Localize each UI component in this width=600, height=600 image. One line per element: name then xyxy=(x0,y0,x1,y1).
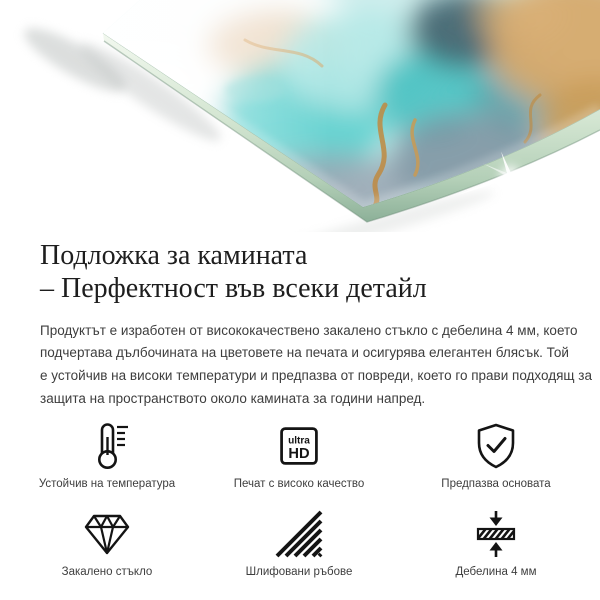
description-line: е устойчив на високи температури и предпазва от повреди, което го прави подходящ за xyxy=(40,367,592,383)
page-title-line1: Подложка за камината xyxy=(40,240,308,271)
product-photo xyxy=(0,0,600,232)
feature-thickness xyxy=(396,510,596,578)
feature-label: Устойчив на температура xyxy=(38,478,176,491)
page-title-line2: – Перфектност във всеки детайл xyxy=(40,273,427,305)
feature-protects-base xyxy=(396,422,596,490)
ultra-hd-icon-text-bottom: HD xyxy=(288,446,310,463)
thermometer-icon xyxy=(84,422,130,470)
thickness-icon xyxy=(470,509,522,559)
description-line: подчертава дълбочината на цветовете на печата и осигурява елегантен блясък. Той xyxy=(40,345,569,361)
description-line: защита на пространството около камината за години напред. xyxy=(40,390,426,406)
shield-check-icon xyxy=(473,422,519,470)
ultra-hd-icon-text-top: ultra xyxy=(288,435,310,447)
features-grid xyxy=(0,422,600,578)
page-title xyxy=(40,239,600,306)
marble-print xyxy=(0,0,600,232)
feature-polished-edges xyxy=(202,510,396,578)
description-line: Продуктът е изработен от висококачествено закалено стъкло с дебелина 4 мм, което xyxy=(40,322,578,338)
polished-edges-icon xyxy=(273,510,325,558)
feature-label: Дебелина 4 мм xyxy=(455,566,537,579)
feature-temperature xyxy=(12,422,202,490)
ultra-hd-icon xyxy=(277,424,321,468)
product-description xyxy=(40,320,592,411)
feature-label: Предпазва основата xyxy=(441,478,551,491)
feature-tempered-glass xyxy=(12,510,202,578)
feature-label: Печат с високо качество xyxy=(233,478,365,491)
feature-label: Шлифовани ръбове xyxy=(245,566,353,579)
feature-print-quality xyxy=(202,422,396,490)
diamond-icon xyxy=(81,511,133,557)
feature-label: Закалено стъкло xyxy=(61,566,153,579)
glass-panel-illustration xyxy=(0,0,600,232)
